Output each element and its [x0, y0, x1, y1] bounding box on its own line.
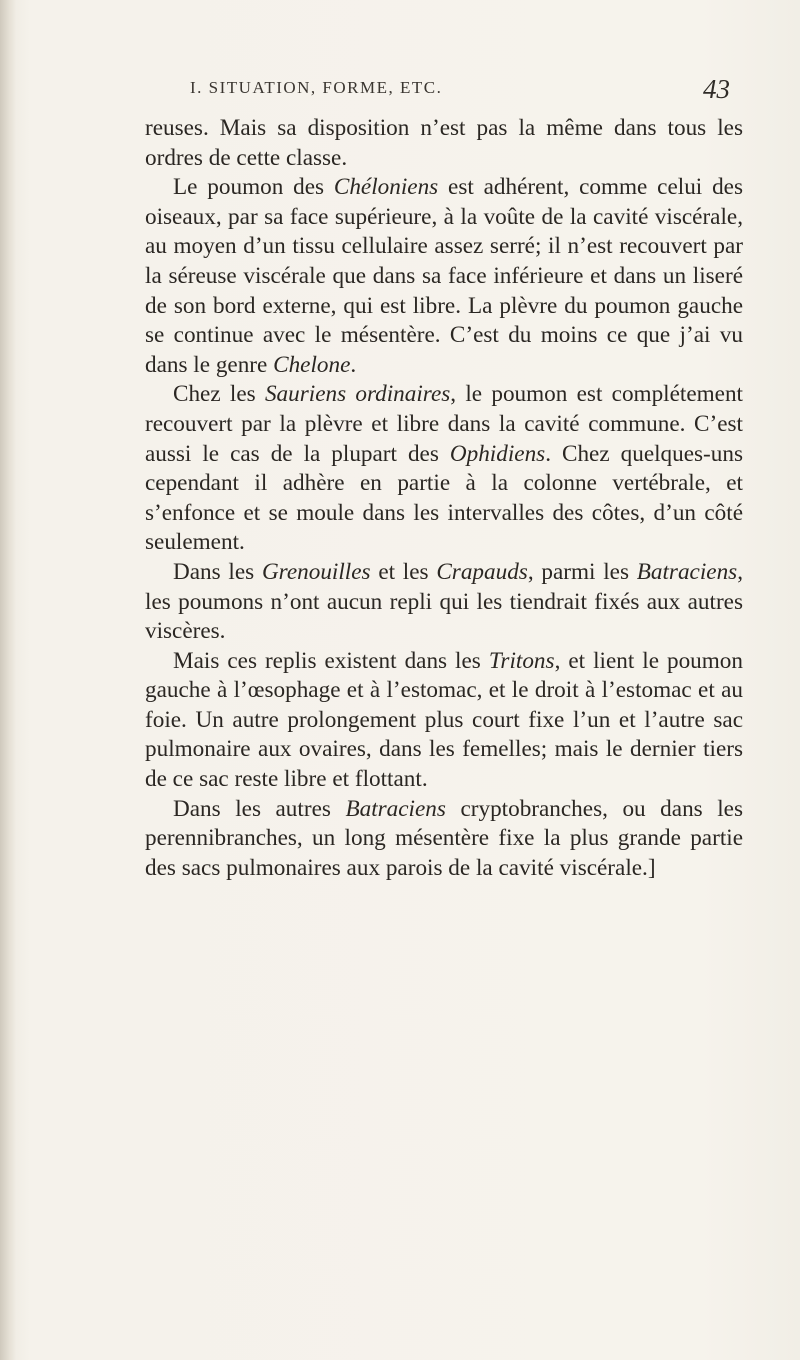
italic-term: Sauriens ordinaires — [264, 381, 451, 408]
text-run: cryptobranches, ou dans les perennibranches, un long mésentère fixe la plus grande partie des sacs pulmonaires aux parois de la cavité viscérale.] — [145, 795, 743, 881]
paragraph — [145, 114, 743, 173]
text-run: Chez les — [173, 381, 265, 408]
italic-term: Batraciens — [345, 795, 446, 822]
paragraph — [145, 558, 743, 647]
text-run: , et lient le poumon gauche à l’œsophage et à l’estomac, et le droit à l’estomac et au foie. Un autre prolongement plus court fixe l’un et l’autre sac pulmonaire aux ovaires, dans les femelles; mais le dernier tiers de ce sac reste libre et flottant. — [145, 647, 743, 793]
text-run: est adhérent, comme celui des oiseaux, par sa face supérieure, à la voûte de la cavité viscérale, au moyen d’un tissu cellulaire assez serré; il n’est recouvert par la séreuse viscérale que dans sa face inférieure et dans un liseré de son bord externe, qui est libre. La plèvre du poumon gauche se continue avec le mésentère. C’est du moins ce que j’ai vu dans le genre — [145, 174, 743, 378]
paragraph — [145, 173, 743, 380]
running-title: I. SITUATION, FORME, ETC. — [190, 78, 443, 97]
text-run: reuses. Mais sa disposition n’est pas la même dans tous les ordres de cette classe. — [145, 115, 743, 171]
page-binding-shadow — [0, 0, 16, 1360]
italic-term: Chéloniens — [333, 174, 439, 201]
italic-term: Crapauds — [436, 558, 528, 585]
italic-term: Grenouilles — [261, 558, 371, 585]
paragraph — [145, 647, 743, 795]
text-run: Mais ces replis existent dans les — [173, 647, 489, 674]
text-run: , le poumon est complétement recouvert par la plèvre et libre dans la cavité commune. C’est aussi le cas de la plupart des — [145, 381, 744, 467]
italic-term: Chelone — [273, 351, 351, 378]
text-run: , parmi les — [527, 558, 637, 585]
body-text — [145, 114, 743, 883]
text-run: . — [350, 351, 357, 378]
text-run: Le poumon des — [173, 174, 334, 201]
italic-term: Ophidiens — [449, 440, 546, 467]
paragraph — [145, 380, 743, 558]
italic-term: Batraciens — [636, 558, 738, 585]
running-head — [190, 74, 730, 106]
paragraph — [145, 795, 743, 884]
italic-term: Tritons — [488, 647, 555, 674]
text-run: , les poumons n’ont aucun repli qui les tiendrait fixés aux autres viscères. — [145, 558, 743, 645]
text-run: Dans les autres — [173, 795, 346, 822]
text-run: Dans les — [173, 558, 262, 585]
page-number: 43 — [703, 74, 730, 104]
text-run: et les — [370, 558, 437, 585]
text-run: . Chez quelques-uns cependant il adhère en partie à la colonne vertébrale, et s’enfonce et se moule dans les intervalles des côtes, d’un côté seulement. — [145, 440, 743, 556]
